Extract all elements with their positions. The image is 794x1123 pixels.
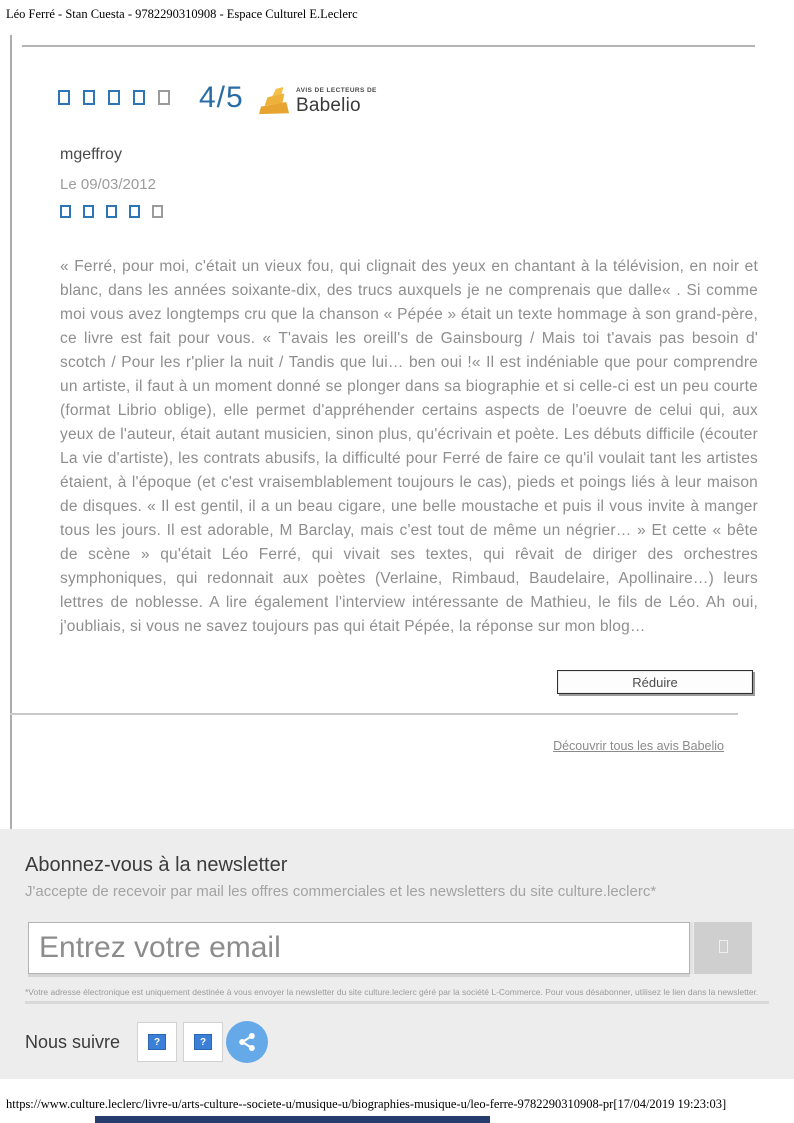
- footer-bar: [95, 1116, 490, 1123]
- babelio-tagline: AVIS DE LECTEURS DE: [296, 86, 377, 94]
- broken-image-icon: ?: [194, 1034, 212, 1050]
- header-divider: [22, 45, 755, 47]
- print-footer-url: https://www.culture.leclerc/livre-u/arts-culture--societe-u/musique-u/biographies-musique-u/leo-ferre-9782290310908-pr[17/04/2019 19:23:03]: [6, 1097, 727, 1111]
- babelio-wordmark: [296, 88, 377, 117]
- newsletter-title: Abonnez-vous à la newsletter: [25, 854, 288, 876]
- review-stars: [60, 205, 175, 218]
- newsletter-submit-button[interactable]: [694, 922, 752, 974]
- follow-us-label: Nous suivre: [25, 1032, 121, 1052]
- star-filled-icon: [83, 205, 94, 218]
- share-button[interactable]: [226, 1021, 268, 1063]
- review-date: Le 09/03/2012: [60, 176, 156, 193]
- babelio-logo: [258, 86, 377, 116]
- submit-missing-glyph-icon: [719, 940, 728, 953]
- rating-score: 4/5: [199, 81, 244, 114]
- newsletter-consent-text: J'accepte de recevoir par mail les offres commerciales et les newsletters du site culture.leclerc*: [25, 883, 657, 900]
- star-empty-icon: [158, 90, 170, 105]
- broken-image-icon: ?: [148, 1034, 166, 1050]
- reviews-section-divider: [10, 713, 738, 715]
- share-icon: [235, 1030, 259, 1054]
- all-babelio-reviews-link[interactable]: Découvrir tous les avis Babelio: [553, 739, 724, 753]
- review-author: mgeffroy: [60, 146, 122, 163]
- star-filled-icon: [106, 205, 117, 218]
- star-filled-icon: [60, 205, 71, 218]
- social-link-2[interactable]: [183, 1022, 223, 1062]
- collapse-review-button[interactable]: Réduire: [557, 670, 753, 694]
- star-filled-icon: [58, 90, 70, 105]
- star-filled-icon: [83, 90, 95, 105]
- star-filled-icon: [133, 90, 145, 105]
- babelio-name: Babelio: [296, 95, 361, 116]
- rating-summary-stars: [58, 90, 183, 105]
- newsletter-email-input[interactable]: [28, 922, 690, 974]
- newsletter-legal-divider: [25, 1001, 769, 1004]
- print-header-title: Léo Ferré - Stan Cuesta - 9782290310908 - Espace Culturel E.Leclerc: [6, 7, 358, 21]
- newsletter-legal-text: *Votre adresse électronique est uniquement destinée à vous envoyer la newsletter du site culture.leclerc géré par la société L-Commerce. Pour vous désabonner, utilisez le lien dans la newsletter.: [25, 987, 759, 997]
- social-link-1[interactable]: [137, 1022, 177, 1062]
- review-body: « Ferré, pour moi, c'était un vieux fou, qui clignait des yeux en chantant à la télévision, en noir et blanc, dans les années soixante-dix, des trucs auxquels je ne comprenais que dalle« . Si comme moi vous avez longtemps cru que la chanson « Pépée » était un texte hommage à son grand-père, ce livre est fait pour vous. « T'avais les oreill's de Gainsbourg / Mais toi t'avais pas besoin d' scotch / Pour les r'plier la nuit / Tandis que lui… ben oui !« Il est indéniable que pour comprendre un artiste, il faut à un moment donné se plonger dans sa biographie et si celle-ci est un peu courte (format Librio oblige), elle permet d'appréhender certains aspects de l'oeuvre de celui qui, aux yeux de l'auteur, était autant musicien, sinon plus, qu'écrivain et poète. Les débuts difficile (écouter La vie d'artiste), les contrats abusifs, la difficulté pour Ferré de faire ce qu'il voulait tant les artistes étaient, à l'époque (et c'est vraisemblablement toujours le cas), pieds et poings liés à leur maison de disques. « Il est gentil, il a un beau cigare, une belle moustache et puis il vous invite à manger tous les jours. Il est adorable, M Barclay, mais c'est tout de même un négrier… » Et cette « bête de scène » qu'était Léo Ferré, qui vivait ses textes, qui rêvait de diriger des orchestres symphoniques, qui redonnait aux poètes (Verlaine, Rimbaud, Baudelaire, Apollinaire…) leurs lettres de noblesse. A lire également l'interview intéressante de Mathieu, le fils de Léo. Ah oui, j'oubliais, si vous ne savez toujours pas qui était Pépée, la réponse sur mon blog…: [60, 258, 758, 635]
- star-filled-icon: [129, 205, 140, 218]
- star-empty-icon: [152, 205, 163, 218]
- star-filled-icon: [108, 90, 120, 105]
- babelio-logo-icon: [258, 86, 292, 116]
